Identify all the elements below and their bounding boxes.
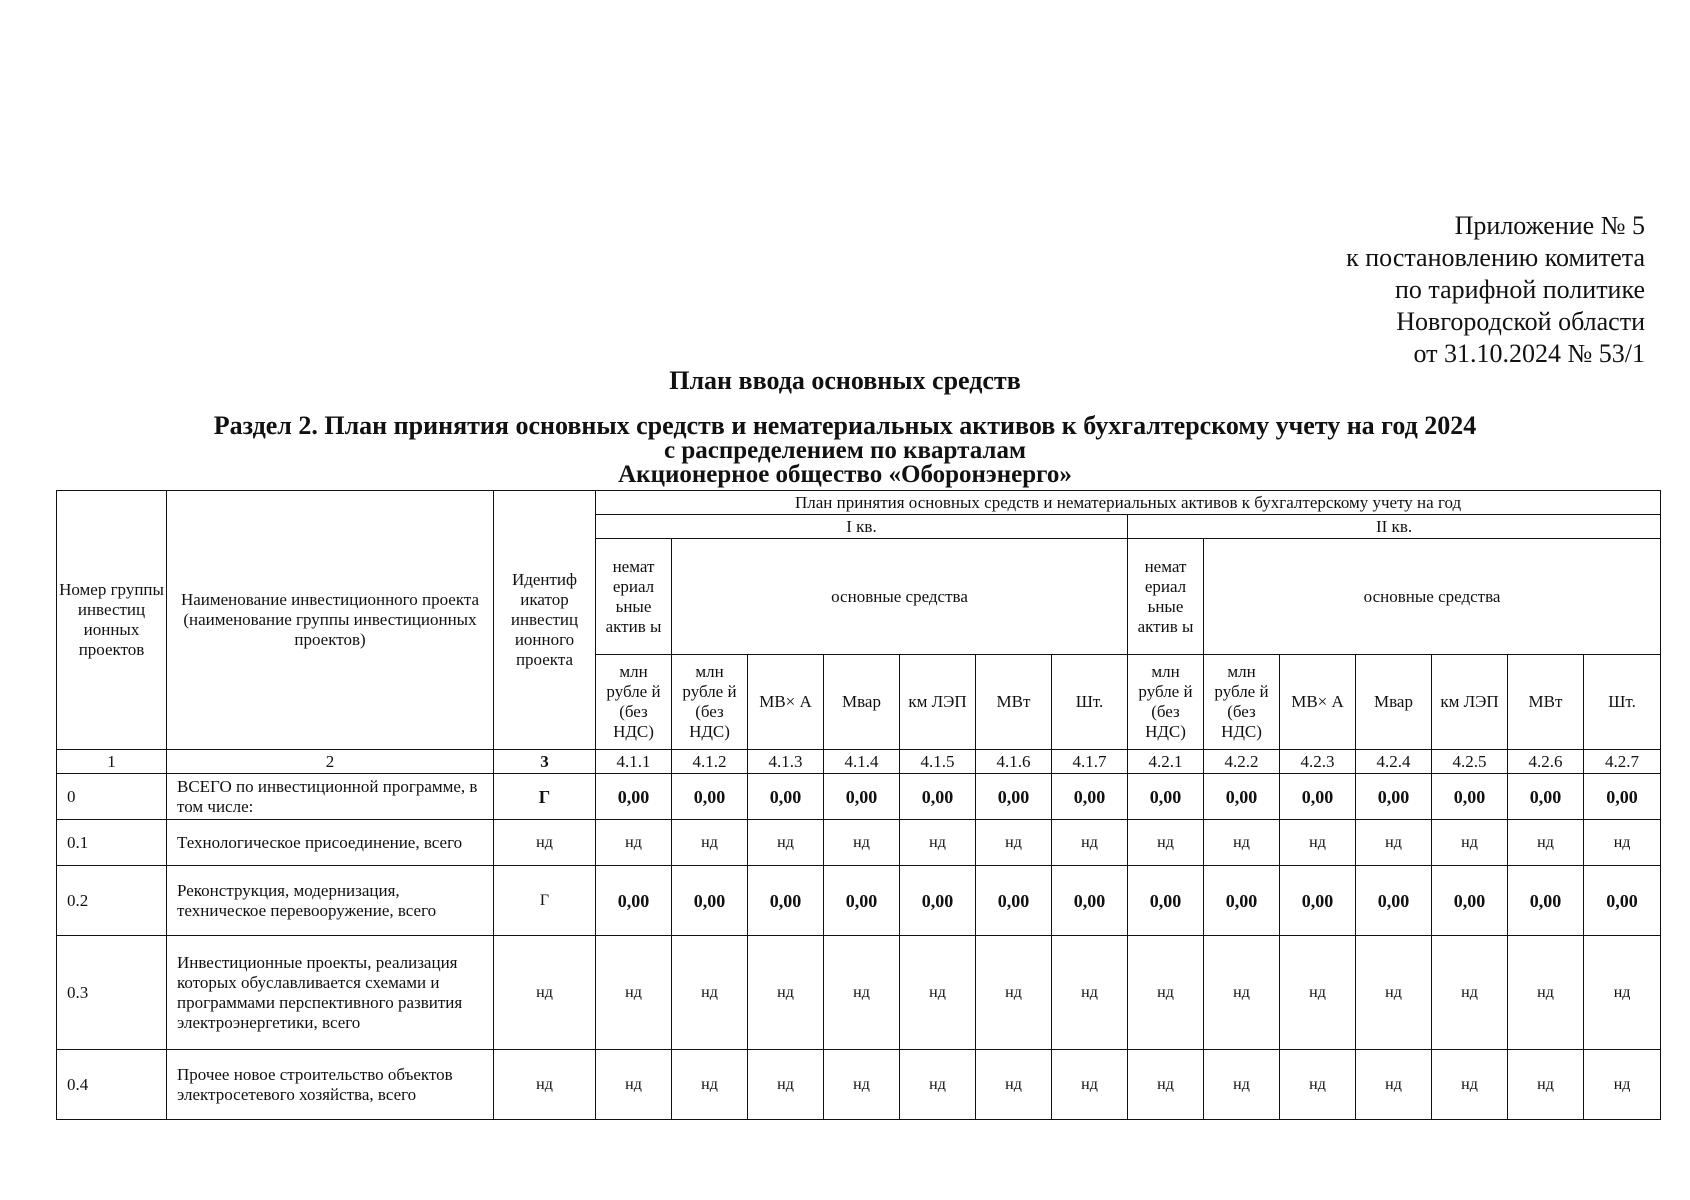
company-name: Акционерное общество «Оборонэнерго» xyxy=(618,461,1072,488)
section-title: Раздел 2. План принятия основных средств и нематериальных активов к бухгалтерскому учету на год 2024 xyxy=(213,411,1477,440)
row-value-cell: нд xyxy=(1432,1050,1508,1120)
section-subtitle: с распределением по кварталам xyxy=(664,437,1026,464)
row-value-cell: 0,00 xyxy=(748,866,824,936)
row-value-cell: нд xyxy=(1052,820,1128,866)
header-unit: млн рубле й (без НДС) xyxy=(1204,655,1280,750)
column-number: 4.2.2 xyxy=(1204,750,1280,774)
row-value-cell: нд xyxy=(900,936,976,1050)
column-number: 4.1.3 xyxy=(748,750,824,774)
row-value-cell: нд xyxy=(1584,1050,1661,1120)
column-number: 2 xyxy=(167,750,494,774)
row-value-cell: 0,00 xyxy=(1584,774,1661,820)
row-value-cell: 0,00 xyxy=(596,774,672,820)
row-project-id: Г xyxy=(494,866,596,936)
appendix-line: по тарифной политике xyxy=(1395,275,1645,304)
row-value-cell: нд xyxy=(824,1050,900,1120)
row-project-id: нд xyxy=(494,1050,596,1120)
row-value-cell: 0,00 xyxy=(1508,866,1584,936)
header-unit: МВ× А xyxy=(748,655,824,750)
row-value-cell: нд xyxy=(748,1050,824,1120)
column-number: 4.2.1 xyxy=(1128,750,1204,774)
row-project-id: Г xyxy=(494,774,596,820)
row-value-cell: нд xyxy=(748,936,824,1050)
header-quarter-2: II кв. xyxy=(1128,515,1661,539)
table-row xyxy=(57,866,1661,936)
header-fixed-assets-q2: основные средства xyxy=(1204,539,1661,655)
row-project-name: Инвестиционные проекты, реализация которых обуславливается схемами и программами перспективного развития электроэнергетики, всего xyxy=(167,936,494,1050)
row-value-cell: нд xyxy=(1508,1050,1584,1120)
header-unit: млн рубле й (без НДС) xyxy=(596,655,672,750)
row-value-cell: нд xyxy=(1432,936,1508,1050)
row-value-cell: нд xyxy=(1280,1050,1356,1120)
row-value-cell: 0,00 xyxy=(824,866,900,936)
column-number: 4.1.1 xyxy=(596,750,672,774)
row-number: 0.1 xyxy=(57,820,167,866)
document-title: План ввода основных средств xyxy=(669,366,1021,395)
row-project-name: Прочее новое строительство объектов электросетевого хозяйства, всего xyxy=(167,1050,494,1120)
row-value-cell: 0,00 xyxy=(976,774,1052,820)
row-value-cell: нд xyxy=(1584,820,1661,866)
row-value-cell: нд xyxy=(900,1050,976,1120)
table-row xyxy=(57,1050,1661,1120)
row-number: 0.3 xyxy=(57,936,167,1050)
row-value-cell: нд xyxy=(900,820,976,866)
header-unit: Мвар xyxy=(1356,655,1432,750)
header-unit: км ЛЭП xyxy=(900,655,976,750)
appendix-block xyxy=(1346,210,1645,370)
column-number: 4.1.4 xyxy=(824,750,900,774)
row-value-cell: 0,00 xyxy=(1356,866,1432,936)
row-value-cell: нд xyxy=(596,1050,672,1120)
row-value-cell: 0,00 xyxy=(1432,866,1508,936)
header-unit: Мвар xyxy=(824,655,900,750)
row-value-cell: нд xyxy=(976,936,1052,1050)
header-unit: МВт xyxy=(976,655,1052,750)
row-value-cell: 0,00 xyxy=(1508,774,1584,820)
appendix-line: к постановлению комитета xyxy=(1346,243,1645,272)
row-value-cell: 0,00 xyxy=(1052,774,1128,820)
row-value-cell: нд xyxy=(1204,820,1280,866)
row-value-cell: 0,00 xyxy=(976,866,1052,936)
row-value-cell: нд xyxy=(596,936,672,1050)
row-value-cell: нд xyxy=(1052,936,1128,1050)
header-project-name: Наименование инвестиционного проекта (наименование группы инвестиционных проектов) xyxy=(167,491,494,750)
header-unit: МВ× А xyxy=(1280,655,1356,750)
header-quarter-1: I кв. xyxy=(596,515,1128,539)
row-value-cell: 0,00 xyxy=(596,866,672,936)
row-value-cell: 0,00 xyxy=(900,866,976,936)
row-value-cell: нд xyxy=(1356,1050,1432,1120)
row-number: 0.4 xyxy=(57,1050,167,1120)
header-unit: млн рубле й (без НДС) xyxy=(1128,655,1204,750)
appendix-line: от 31.10.2024 № 53/1 xyxy=(1413,339,1645,368)
row-value-cell: нд xyxy=(1128,1050,1204,1120)
header-intangible-q1: немат ериал ьные актив ы xyxy=(596,539,672,655)
row-value-cell: 0,00 xyxy=(1432,774,1508,820)
header-unit: млн рубле й (без НДС) xyxy=(672,655,748,750)
header-group-number: Номер группы инвестиц ионных проектов xyxy=(57,491,167,750)
column-number: 3 xyxy=(494,750,596,774)
plan-table xyxy=(56,490,1661,1120)
row-value-cell: нд xyxy=(672,1050,748,1120)
row-value-cell: 0,00 xyxy=(900,774,976,820)
row-value-cell: нд xyxy=(1204,936,1280,1050)
row-value-cell: нд xyxy=(1356,936,1432,1050)
row-number: 0.2 xyxy=(57,866,167,936)
header-unit: Шт. xyxy=(1584,655,1661,750)
row-number: 0 xyxy=(57,774,167,820)
row-value-cell: нд xyxy=(1204,1050,1280,1120)
row-project-name: ВСЕГО по инвестиционной программе, в том числе: xyxy=(167,774,494,820)
row-value-cell: нд xyxy=(976,1050,1052,1120)
appendix-line: Приложение № 5 xyxy=(1454,211,1645,240)
row-value-cell: нд xyxy=(1432,820,1508,866)
appendix-line: Новгородской области xyxy=(1396,307,1645,336)
header-fixed-assets-q1: основные средства xyxy=(672,539,1128,655)
header-unit: км ЛЭП xyxy=(1432,655,1508,750)
row-value-cell: 0,00 xyxy=(1052,866,1128,936)
row-value-cell: 0,00 xyxy=(748,774,824,820)
row-value-cell: 0,00 xyxy=(1280,866,1356,936)
column-number: 4.1.6 xyxy=(976,750,1052,774)
column-number: 4.2.5 xyxy=(1432,750,1508,774)
column-number: 1 xyxy=(57,750,167,774)
row-value-cell: 0,00 xyxy=(1204,866,1280,936)
table-row xyxy=(57,820,1661,866)
column-number: 4.1.2 xyxy=(672,750,748,774)
row-value-cell: 0,00 xyxy=(824,774,900,820)
row-value-cell: нд xyxy=(1280,820,1356,866)
row-value-cell: 0,00 xyxy=(1356,774,1432,820)
row-project-name: Технологическое присоединение, всего xyxy=(167,820,494,866)
header-project-id: Идентиф икатор инвестиц ионного проекта xyxy=(494,491,596,750)
row-value-cell: нд xyxy=(1128,820,1204,866)
column-number: 4.2.4 xyxy=(1356,750,1432,774)
column-number: 4.1.5 xyxy=(900,750,976,774)
row-value-cell: 0,00 xyxy=(1128,774,1204,820)
row-project-id: нд xyxy=(494,820,596,866)
row-value-cell: 0,00 xyxy=(1280,774,1356,820)
header-plan: План принятия основных средств и нематериальных активов к бухгалтерскому учету на год xyxy=(596,491,1661,515)
header-unit: Шт. xyxy=(1052,655,1128,750)
row-value-cell: 0,00 xyxy=(1128,866,1204,936)
row-value-cell: 0,00 xyxy=(1584,866,1661,936)
row-value-cell: нд xyxy=(824,820,900,866)
row-project-name: Реконструкция, модернизация, техническое перевооружение, всего xyxy=(167,866,494,936)
row-value-cell: 0,00 xyxy=(672,774,748,820)
row-value-cell: 0,00 xyxy=(672,866,748,936)
row-value-cell: нд xyxy=(1508,936,1584,1050)
row-value-cell: нд xyxy=(596,820,672,866)
row-value-cell: нд xyxy=(1280,936,1356,1050)
column-number: 4.2.6 xyxy=(1508,750,1584,774)
row-project-id: нд xyxy=(494,936,596,1050)
row-value-cell: 0,00 xyxy=(1204,774,1280,820)
row-value-cell: нд xyxy=(1128,936,1204,1050)
table-row xyxy=(57,936,1661,1050)
row-value-cell: нд xyxy=(824,936,900,1050)
header-intangible-q2: немат ериал ьные актив ы xyxy=(1128,539,1204,655)
table-row xyxy=(57,774,1661,820)
column-number: 4.1.7 xyxy=(1052,750,1128,774)
row-value-cell: нд xyxy=(1584,936,1661,1050)
row-value-cell: нд xyxy=(672,820,748,866)
row-value-cell: нд xyxy=(1052,1050,1128,1120)
row-value-cell: нд xyxy=(1356,820,1432,866)
header-unit: МВт xyxy=(1508,655,1584,750)
row-value-cell: нд xyxy=(1508,820,1584,866)
column-number: 4.2.7 xyxy=(1584,750,1661,774)
row-value-cell: нд xyxy=(672,936,748,1050)
column-number: 4.2.3 xyxy=(1280,750,1356,774)
row-value-cell: нд xyxy=(748,820,824,866)
row-value-cell: нд xyxy=(976,820,1052,866)
